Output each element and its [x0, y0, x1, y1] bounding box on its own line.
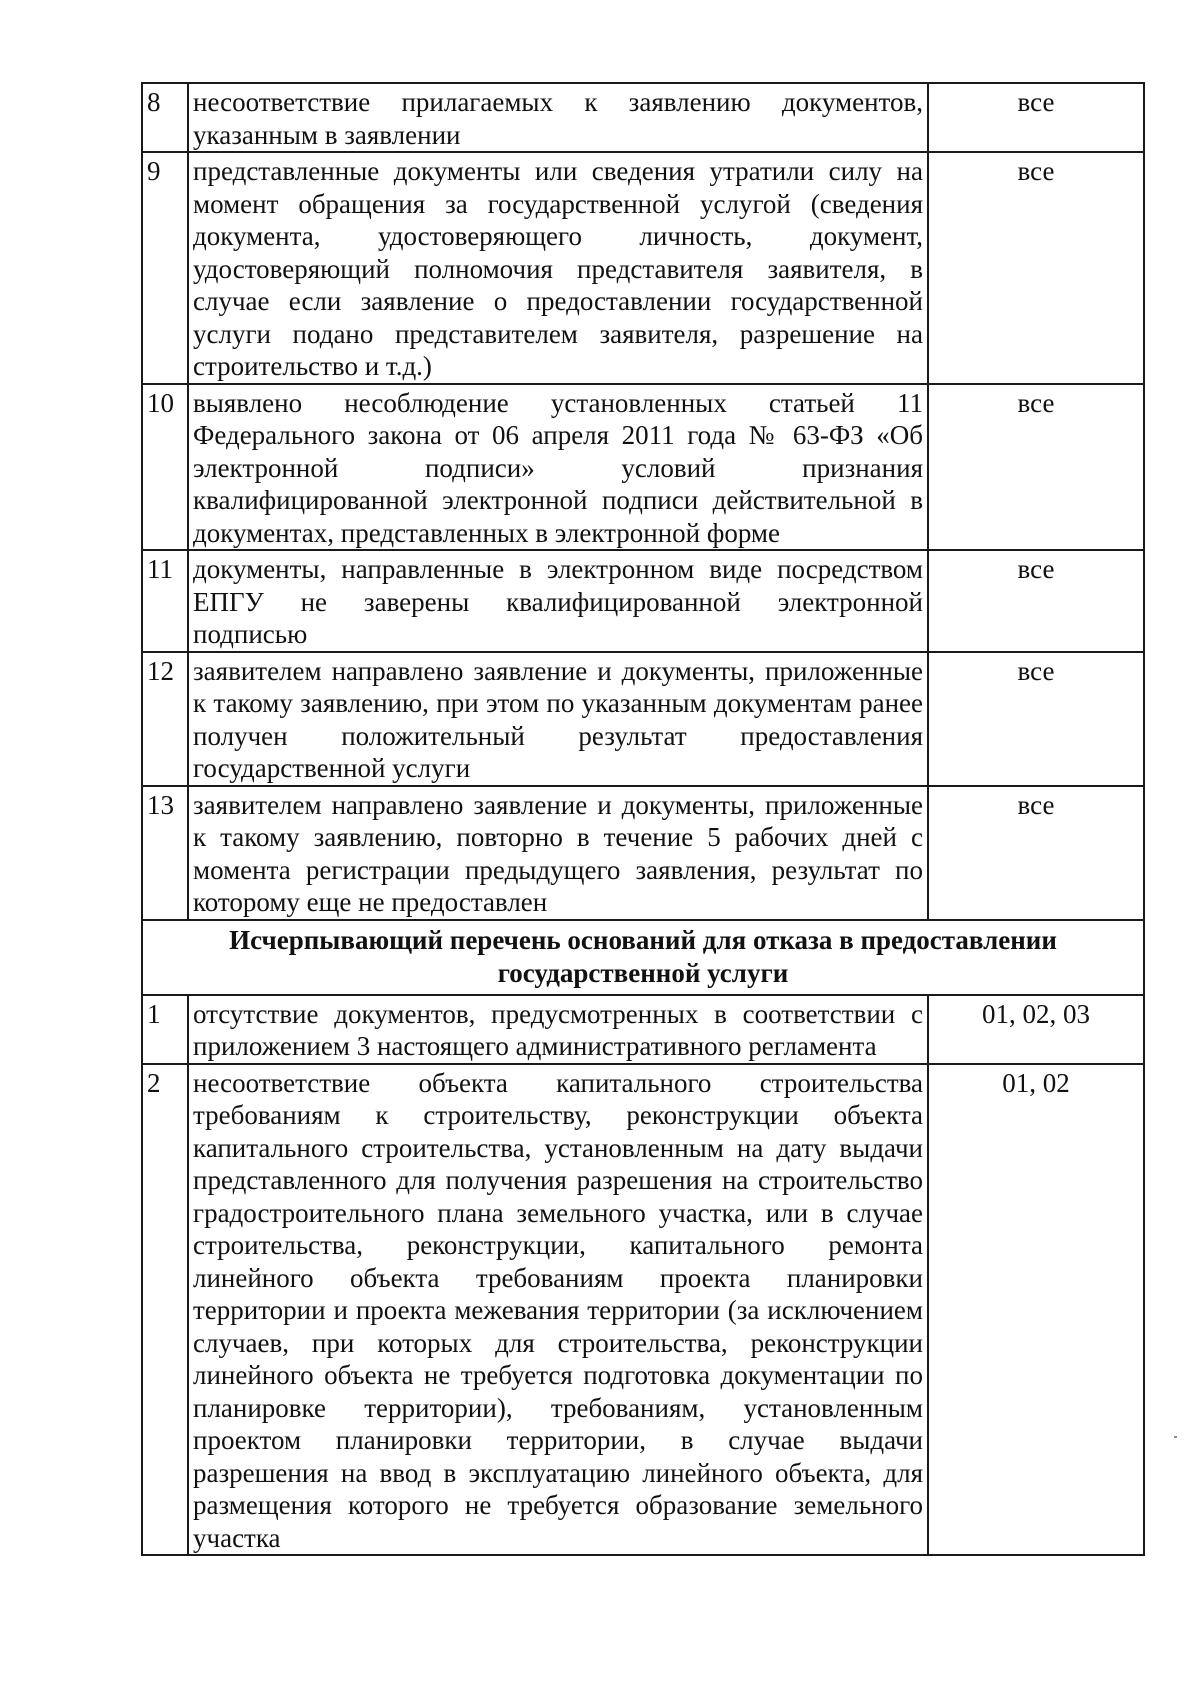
row-codes: 01, 02, 03 — [928, 995, 1144, 1064]
row-number: 2 — [142, 1064, 188, 1556]
row-number: 9 — [142, 152, 188, 384]
row-codes: все — [928, 786, 1144, 920]
table-row — [142, 1064, 1144, 1556]
table-row — [142, 384, 1144, 551]
row-number: 12 — [142, 652, 188, 786]
table-row — [142, 550, 1144, 652]
row-text: выявлено несоблюдение установленных статьей 11 Федерального закона от 06 апреля 2011 года № 63-ФЗ «Об электронной подписи» условий признания квалифицированной электронной подписи действительной в документах, представленных в электронной форме — [188, 384, 928, 551]
row-codes: все — [928, 384, 1144, 551]
row-text: документы, направленные в электронном виде посредством ЕПГУ не заверены квалифицированной электронной подписью — [188, 550, 928, 652]
row-codes: все — [928, 152, 1144, 384]
row-text: несоответствие объекта капитального строительства требованиям к строительству, реконструкции объекта капитального строительства, установленным на дату выдачи представленного для получения разрешения на строительство градостроительного плана земельного участка, или в случае строительства, реконструкции, капитального ремонта линейного объекта требованиям проекта планировки территории и проекта межевания территории (за исключением случаев, при которых для строительства, реконструкции линейного объекта не требуется подготовка документации по планировке территории), требованиям, установленным проектом планировки территории, в случае выдачи разрешения на ввод в эксплуатацию линейного объекта, для размещения которого не требуется образование земельного участка — [188, 1064, 928, 1556]
scan-speck — [1174, 1436, 1177, 1438]
row-text: представленные документы или сведения утратили силу на момент обращения за государственной услугой (сведения документа, удостоверяющего личность, документ, удостоверяющий полномочия представителя заявителя, в случае если заявление о предоставлении государственной услуги подано представителем заявителя, разрешение на строительство и т.д.) — [188, 152, 928, 384]
row-number: 11 — [142, 550, 188, 652]
row-text: отсутствие документов, предусмотренных в соответствии с приложением 3 настоящего административного регламента — [188, 995, 928, 1064]
table-row — [142, 83, 1144, 152]
section-heading: Исчерпывающий перечень оснований для отказа в предоставлении государственной услуги — [142, 920, 1144, 995]
row-number: 1 — [142, 995, 188, 1064]
table-row — [142, 995, 1144, 1064]
row-text: заявителем направлено заявление и документы, приложенные к такому заявлению, при этом по указанным документам ранее получен положительный результат предоставления государственной услуги — [188, 652, 928, 786]
row-codes: 01, 02 — [928, 1064, 1144, 1556]
row-number: 8 — [142, 83, 188, 152]
grounds-table — [141, 82, 1145, 1556]
row-codes: все — [928, 83, 1144, 152]
table-row — [142, 152, 1144, 384]
row-text: несоответствие прилагаемых к заявлению документов, указанным в заявлении — [188, 83, 928, 152]
table-row — [142, 786, 1144, 920]
row-number: 10 — [142, 384, 188, 551]
row-codes: все — [928, 652, 1144, 786]
row-number: 13 — [142, 786, 188, 920]
table-row — [142, 652, 1144, 786]
row-codes: все — [928, 550, 1144, 652]
section-heading-row — [142, 920, 1144, 995]
row-text: заявителем направлено заявление и документы, приложенные к такому заявлению, повторно в течение 5 рабочих дней с момента регистрации предыдущего заявления, результат по которому еще не предоставлен — [188, 786, 928, 920]
